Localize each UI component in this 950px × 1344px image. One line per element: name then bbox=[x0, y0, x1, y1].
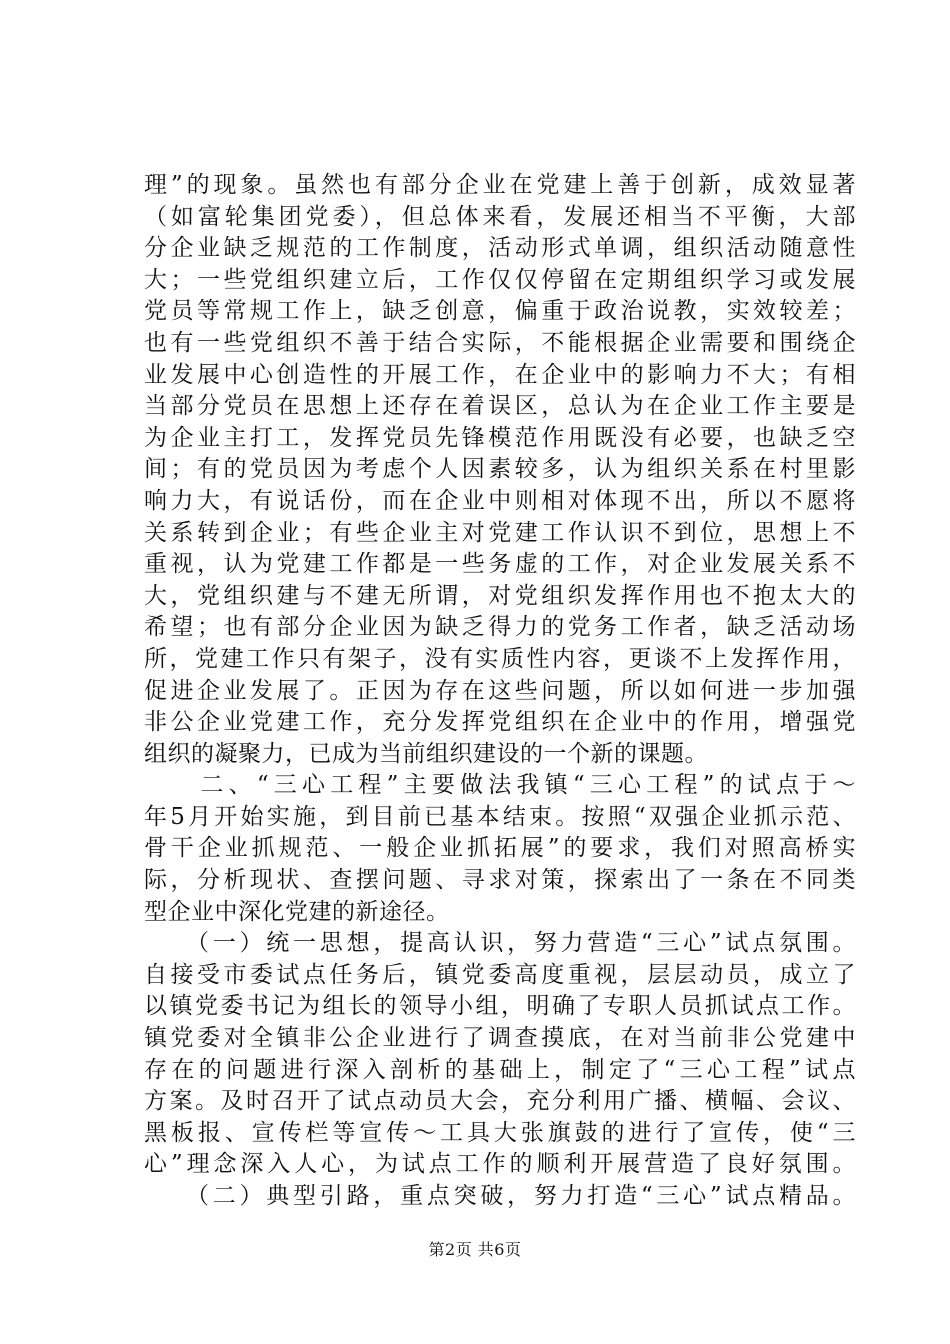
text-line: 存在的问题进行深入剖析的基础上，制定了“三心工程”试点 bbox=[144, 1056, 856, 1083]
text-line: 理”的现象。虽然也有部分企业在党建上善于创新，成效显著 bbox=[144, 172, 856, 198]
text-line: 大；一些党组织建立后，工作仅仅停留在定期组织学习或发展 bbox=[144, 266, 856, 293]
text-line-paragraph-end: 组织的凝聚力，已成为当前组织建设的一个新的课题。 bbox=[144, 740, 708, 767]
text-line: 自接受市委试点任务后，镇党委高度重视，层层动员，成立了 bbox=[144, 961, 856, 988]
text-line: 黑板报、宣传栏等宣传～工具大张旗鼓的进行了宣传，使“三 bbox=[144, 1119, 856, 1146]
section-heading-line: （二）典型引路，重点突破，努力打造“三心”试点精品。 bbox=[144, 1183, 856, 1209]
text-line: 以镇党委书记为组长的领导小组，明确了专职人员抓试点工作。 bbox=[144, 993, 856, 1020]
text-line: 大，党组织建与不建无所谓，对党组织发挥作用也不抱太大的 bbox=[144, 582, 856, 609]
text-line: 二、“三心工程”主要做法我镇“三心工程”的试点于～ bbox=[144, 772, 856, 799]
text-line-paragraph-end: 型企业中深化党建的新途径。 bbox=[144, 898, 450, 925]
page-number-footer: 第2页 共6页 bbox=[428, 1240, 522, 1259]
text-line: 业发展中心创造性的开展工作，在企业中的影响力不大；有相 bbox=[144, 361, 856, 388]
text-line: 为企业主打工，发挥党员先锋模范作用既没有必要，也缺乏空 bbox=[144, 424, 856, 451]
text-line: 分企业缺乏规范的工作制度，活动形式单调，组织活动随意性 bbox=[144, 235, 856, 262]
text-line: 关系转到企业；有些企业主对党建工作认识不到位，思想上不 bbox=[144, 519, 856, 546]
section-heading-line: （一）统一思想，提高认识，努力营造“三心”试点氛围。 bbox=[144, 930, 856, 957]
text-line: 所，党建工作只有架子，没有实质性内容，更谈不上发挥作用， bbox=[144, 645, 856, 672]
text-line: 际，分析现状、查摆问题、寻求对策，探索出了一条在不同类 bbox=[144, 867, 856, 894]
text-line: 促进企业发展了。正因为存在这些问题，所以如何进一步加强 bbox=[144, 677, 856, 704]
text-line: 镇党委对全镇非公企业进行了调查摸底，在对当前非公党建中 bbox=[144, 1025, 856, 1052]
text-line: 响力大，有说话份，而在企业中则相对体现不出，所以不愿将 bbox=[144, 487, 856, 514]
text-line: 当部分党员在思想上还存在着误区，总认为在企业工作主要是 bbox=[144, 393, 856, 420]
document-body bbox=[144, 170, 856, 1213]
text-line: 间；有的党员因为考虑个人因素较多，认为组织关系在村里影 bbox=[144, 456, 856, 483]
text-line: 也有一些党组织不善于结合实际，不能根据企业需要和围绕企 bbox=[144, 329, 856, 356]
text-line: 重视，认为党建工作都是一些务虚的工作，对企业发展关系不 bbox=[144, 551, 856, 578]
text-line: 年5月开始实施，到目前已基本结束。按照“双强企业抓示范、 bbox=[144, 803, 856, 830]
text-line: 心”理念深入人心，为试点工作的顺利开展营造了良好氛围。 bbox=[144, 1151, 856, 1178]
text-line: 党员等常规工作上，缺乏创意，偏重于政治说教，实效较差； bbox=[144, 298, 856, 325]
text-line: 骨干企业抓规范、一般企业抓拓展”的要求，我们对照高桥实 bbox=[144, 835, 856, 862]
text-line: 希望；也有部分企业因为缺乏得力的党务工作者，缺乏活动场 bbox=[144, 614, 856, 641]
text-line: （如富轮集团党委），但总体来看，发展还相当不平衡，大部 bbox=[144, 203, 856, 230]
text-line: 方案。及时召开了试点动员大会，充分利用广播、横幅、会议、 bbox=[144, 1088, 856, 1115]
text-line: 非公企业党建工作，充分发挥党组织在企业中的作用，增强党 bbox=[144, 709, 856, 736]
